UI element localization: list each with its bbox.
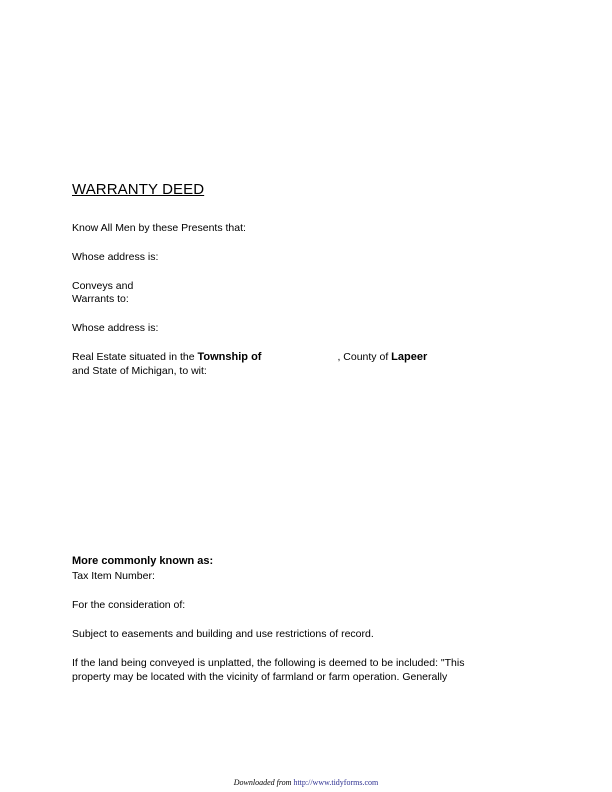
easements-text: Subject to easements and building and use restrictions of record.	[72, 628, 374, 640]
county-name: Lapeer	[391, 351, 428, 363]
know-all-men-text: Know All Men by these Presents that:	[72, 222, 246, 234]
conveys-label-line2: Warrants to:	[72, 293, 129, 305]
unplatted-text-line2: property may be located with the vicinity of farmland or farm operation. Generally	[72, 671, 448, 683]
footer-link[interactable]: http://www.tidyforms.com	[293, 778, 379, 787]
county-prefix: , County of	[337, 351, 392, 363]
unplatted-text-line1: If the land being conveyed is unplatted, the following is deemed to be included: "This	[72, 657, 465, 669]
conveys-label-line1: Conveys and	[72, 280, 134, 292]
grantee-address-label: Whose address is:	[72, 322, 159, 334]
download-footer	[0, 778, 612, 787]
footer-prefix: Downloaded from	[233, 778, 294, 787]
real-estate-line	[72, 350, 427, 364]
page-title: WARRANTY DEED	[72, 181, 205, 198]
state-line: and State of Michigan, to wit:	[72, 365, 207, 377]
commonly-known-label: More commonly known as:	[72, 555, 214, 567]
township-label: Township of	[197, 351, 262, 363]
grantor-address-label: Whose address is:	[72, 251, 159, 263]
real-estate-prefix: Real Estate situated in the	[72, 351, 198, 363]
consideration-label: For the consideration of:	[72, 599, 186, 611]
tax-item-label: Tax Item Number:	[72, 570, 155, 582]
